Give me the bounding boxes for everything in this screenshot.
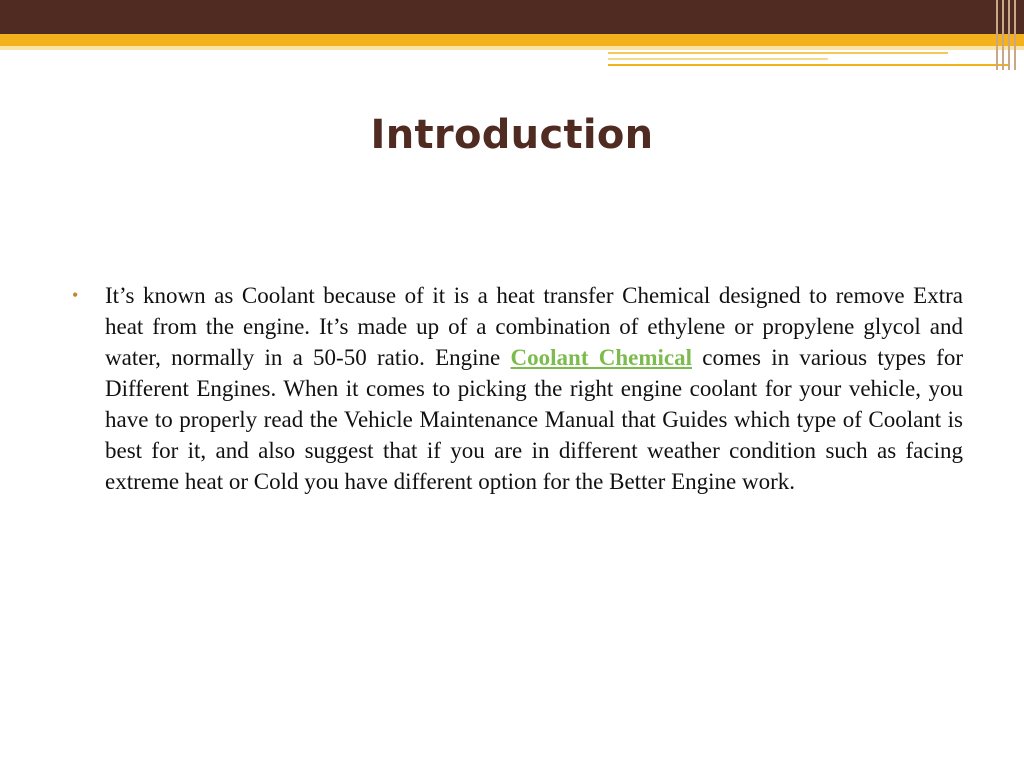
slide-body xyxy=(70,280,963,497)
bullet-icon: • xyxy=(72,285,79,305)
slide-title: Introduction xyxy=(370,112,654,158)
accent-stripe xyxy=(608,64,1008,66)
gold-accent-band xyxy=(0,34,1024,46)
pale-accent-band xyxy=(0,46,1024,50)
top-brown-band xyxy=(0,0,1024,34)
bullet-item xyxy=(70,280,963,497)
bullet-text-end: comes in various types for Different Engines. When it comes to picking the right engine coolant for your vehicle, you have to properly read the Vehicle Maintenance Manual that Guides which type of Coolant is best for it, and also suggest that if you are in different weather condition such as facing extreme heat or Cold you have different option for the Better Engine work. xyxy=(105,345,963,494)
vertical-bars-decoration xyxy=(992,0,1024,70)
coolant-chemical-link[interactable]: Coolant Chemical xyxy=(510,345,692,370)
bullet-text-start: It’s known as Coolant because of it is a heat transfer Chemical designed to remove Extra heat from the engine. It’s made up of a combination of ethylene or propylene glycol and water, normally in a 50-50 ratio. Engine xyxy=(105,283,963,370)
bullet-paragraph xyxy=(105,280,963,497)
accent-stripe xyxy=(608,58,828,60)
accent-stripe xyxy=(608,52,948,54)
